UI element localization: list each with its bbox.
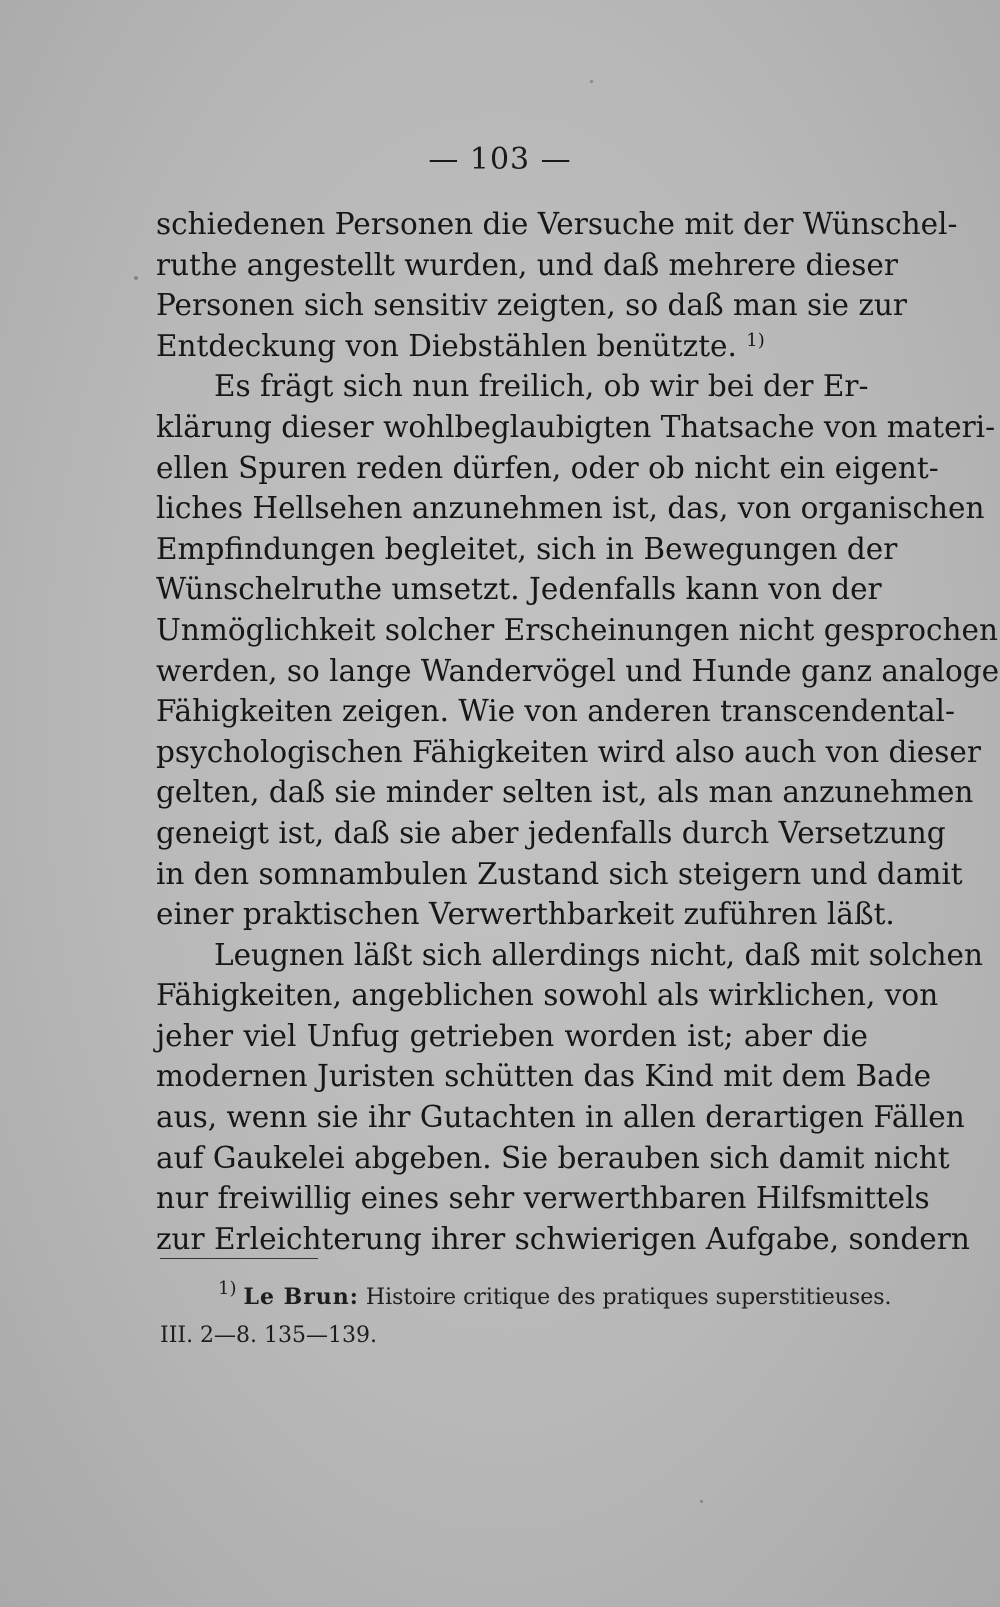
text-line: aus, wenn sie ihr Gutachten in allen derartigen Fällen (156, 1100, 965, 1135)
text-line: psychologischen Fähigkeiten wird also auch von dieser (156, 734, 981, 769)
text-line: Unmöglichkeit solcher Erscheinungen nicht gesprochen (156, 612, 998, 647)
text-line (156, 326, 868, 367)
text-line: Empfindungen begleitet, sich in Bewegungen der (156, 531, 898, 566)
footnote-reference: 1) (746, 329, 765, 351)
text-line: zur Erleichterung ihrer schwierigen Aufgabe, sondern (156, 1221, 970, 1256)
text-line: auf Gaukelei abgeben. Sie berauben sich damit nicht (156, 1140, 950, 1175)
text-line: Fähigkeiten, angeblichen sowohl als wirklichen, von (156, 978, 939, 1013)
body-text (156, 204, 1000, 1259)
footnote-divider (160, 1258, 318, 1259)
text-line: ellen Spuren reden dürfen, oder ob nicht ein eigent- (156, 450, 939, 485)
text-line: liches Hellsehen anzunehmen ist, das, von organischen (156, 491, 985, 526)
text-line: werden, so lange Wandervögel und Hunde ganz analoge (156, 653, 1000, 688)
text-line-content: Entdeckung von Diebstählen benützte. (156, 328, 737, 363)
text-line: in den somnambulen Zustand sich steigern und damit (156, 856, 963, 891)
text-line: Leugnen läßt sich allerdings nicht, daß mit solchen (214, 937, 984, 972)
paper-speck (590, 80, 593, 83)
text-line: Wünschelruthe umsetzt. Jedenfalls kann von der (156, 572, 882, 607)
text-line: schiedenen Personen die Versuche mit der Wünschel- (156, 207, 958, 241)
footnote-marker: 1) (218, 1278, 237, 1299)
text-line: geneigt ist, daß sie aber jedenfalls durch Versetzung (156, 815, 946, 850)
paper-speck (134, 276, 138, 280)
footnote-title: Histoire critique des pratiques superstitieuses. (365, 1285, 892, 1310)
text-line: jeher viel Unfug getrieben worden ist; aber die (156, 1018, 868, 1053)
footnote-line (160, 1278, 892, 1317)
text-line: Es frägt sich nun freilich, ob wir bei der Er- (214, 369, 869, 404)
paper-speck (700, 1500, 703, 1503)
page-number: — 103 — (428, 142, 572, 177)
footnote-citation: III. 2—8. 135—139. (160, 1323, 378, 1348)
text-line: Personen sich sensitiv zeigten, so daß man sie zur (156, 288, 907, 323)
text-line: ruthe angestellt wurden, und daß mehrere dieser (156, 247, 898, 282)
text-line: einer praktischen Verwerthbarkeit zuführen läßt. (156, 897, 895, 932)
footnote (160, 1278, 892, 1355)
text-line: gelten, daß sie minder selten ist, als man anzunehmen (156, 775, 974, 810)
text-line: modernen Juristen schütten das Kind mit dem Bade (156, 1059, 932, 1094)
text-line: nur freiwillig eines sehr verwerthbaren Hilfsmittels (156, 1181, 930, 1216)
text-line: Fähigkeiten zeigen. Wie von anderen transcendental- (156, 694, 955, 729)
text-line: klärung dieser wohlbeglaubigten Thatsache von materi- (156, 409, 996, 444)
footnote-author: Le Brun: (243, 1284, 359, 1310)
